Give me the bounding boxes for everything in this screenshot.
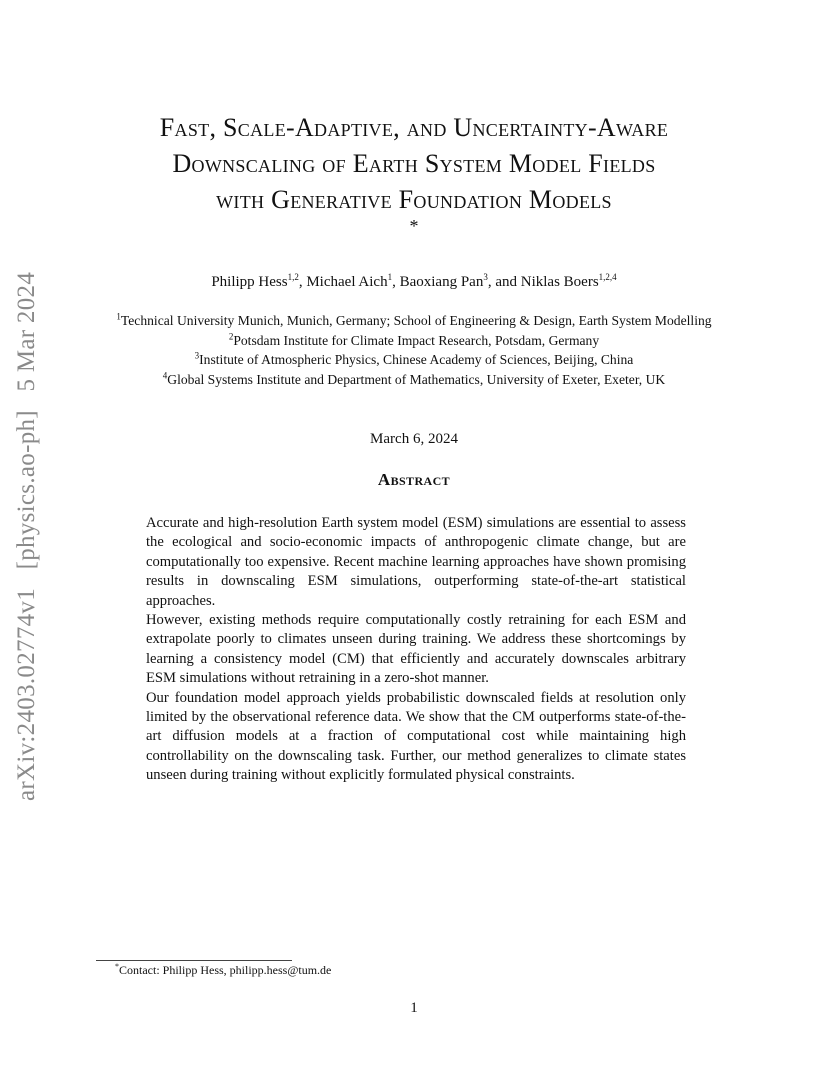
author-name: Philipp Hess: [211, 274, 288, 290]
arxiv-date: 5 Mar 2024: [13, 271, 40, 392]
abstract-paragraph-1: Accurate and high-resolution Earth system model (ESM) simulations are essential to assess the ecological and socio-economic impacts of anthropogenic climate change, but are computationally too expensive. Recent machine learning approaches have shown promising results in downscaling ESM simulations, outperforming state-of-the-art statistical approaches.: [146, 515, 686, 609]
affiliation-text: Potsdam Institute for Climate Impact Research, Potsdam, Germany: [233, 332, 600, 348]
abstract-body: [146, 514, 686, 786]
paper-title: [60, 110, 768, 218]
arxiv-category: [physics.ao-ph]: [13, 410, 40, 570]
author-separator: ,: [298, 274, 307, 290]
affiliation-mark: 3: [194, 350, 200, 361]
footnote: [115, 963, 331, 978]
affiliation-2: [60, 331, 768, 351]
author-3: [400, 274, 521, 290]
author-affiliation-mark: 1: [387, 272, 393, 282]
footnote-text: Contact: Philipp Hess, philipp.hess@tum.de: [119, 963, 332, 977]
footnote-mark: *: [115, 962, 119, 971]
affiliation-4: [60, 370, 768, 390]
affiliation-1: [60, 311, 768, 331]
title-line-1: Fast, Scale-Adaptive, and Uncertainty-Aware: [159, 113, 669, 142]
affiliation-list: [60, 311, 768, 389]
affiliation-text: Technical University Munich, Munich, Germany; School of Engineering & Design, Earth System Modelling: [120, 313, 712, 328]
author-1: [211, 274, 306, 290]
arxiv-id: arXiv:2403.02774v1: [13, 587, 40, 801]
arxiv-stamp: [10, 267, 44, 807]
author-2: [306, 274, 399, 290]
author-list: [60, 274, 768, 291]
author-name: Baoxiang Pan: [399, 274, 484, 290]
author-affiliation-mark: 1,2: [287, 272, 299, 282]
abstract-paragraph-2: However, existing methods require computationally costly retraining for each ESM and extrapolate poorly to climates unseen during training. We address these shortcomings by learning a consistency model (CM) that efficiently and accurately downscales arbitrary ESM simulations without retraining in a zero-shot manner.: [146, 612, 686, 687]
author-affiliation-mark: 1,2,4: [598, 272, 617, 282]
affiliation-text: Global Systems Institute and Department of Mathematics, University of Exeter, Exeter, UK: [167, 371, 666, 387]
footnote-rule: [96, 960, 292, 961]
affiliation-mark: 4: [162, 369, 168, 380]
author-4: [521, 274, 617, 290]
abstract-heading: Abstract: [377, 470, 451, 489]
author-name: Niklas Boers: [520, 274, 599, 290]
author-separator: , and: [487, 274, 521, 290]
title-line-2: Downscaling of Earth System Model Fields: [172, 149, 656, 178]
affiliation-mark: 2: [228, 330, 234, 341]
author-separator: ,: [392, 274, 400, 290]
affiliation-mark: 1: [116, 311, 121, 322]
author-name: Michael Aich: [306, 274, 388, 290]
page-number: 1: [410, 1000, 418, 1016]
abstract-paragraph-3: Our foundation model approach yields probabilistic downscaled fields at resolution only limited by the observational reference data. We show that the CM outperforms state-of-the-art diffusion models at a fraction of computational cost while maintaining high controllability on the downscaling task. Further, our method generalizes to climate states unseen during training without explicitly formulated physical constraints.: [146, 689, 686, 784]
affiliation-text: Institute of Atmospheric Physics, Chinese Academy of Sciences, Beijing, China: [199, 352, 634, 367]
title-footnote-mark: *: [409, 216, 419, 236]
paper-date: March 6, 2024: [370, 431, 458, 447]
title-line-3: with Generative Foundation Models: [216, 185, 612, 214]
author-affiliation-mark: 3: [483, 272, 488, 282]
affiliation-3: [60, 350, 768, 370]
